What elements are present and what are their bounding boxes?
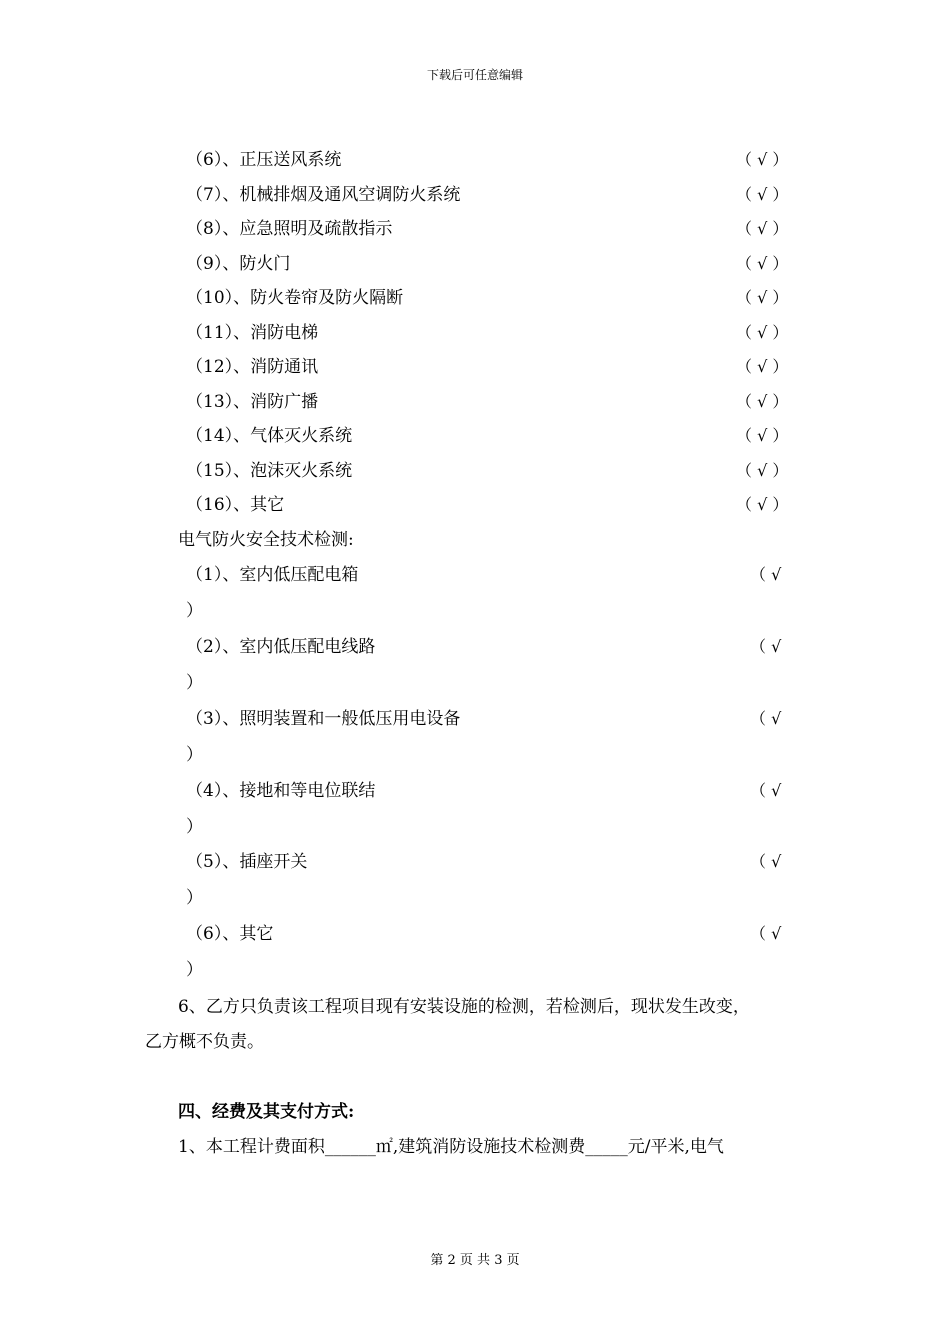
electrical-item-2: （2）、室内低压配电线路 (186, 637, 376, 657)
electrical-item-4-check: （ √ (750, 781, 782, 800)
electrical-item-1: （1）、室内低压配电箱 (186, 565, 359, 585)
fire-item-14-check: （ √ ） (736, 426, 789, 445)
electrical-item-6-check: （ √ (750, 924, 782, 943)
electrical-item-1-check: （ √ (750, 565, 782, 584)
fire-item-11: （11）、消防电梯 (186, 323, 319, 343)
fire-item-10: （10）、防火卷帘及防火隔断 (186, 288, 404, 308)
fire-item-13: （13）、消防广播 (186, 392, 319, 412)
fire-item-12-check: （ √ ） (736, 357, 789, 376)
section-4-heading: 四、经费及其支付方式: (178, 1102, 355, 1122)
fire-item-6-check: （ √ ） (736, 150, 789, 169)
clause-6-line-1: 6、乙方只负责该工程项目现有安装设施的检测，若检测后，现状发生改变， (178, 997, 750, 1017)
page-footer: 第 2 页 共 3 页 (430, 1253, 520, 1268)
electrical-heading: 电气防火安全技术检测: (178, 530, 354, 550)
clause-6-line-2: 乙方概不负责。 (145, 1032, 264, 1052)
fire-item-9: （9）、防火门 (186, 254, 291, 274)
electrical-item-5-check: （ √ (750, 852, 782, 871)
electrical-item-3-close: ） (186, 745, 203, 765)
electrical-item-5: （5）、插座开关 (186, 852, 308, 872)
electrical-item-2-check: （ √ (750, 637, 782, 656)
fire-item-9-check: （ √ ） (736, 254, 789, 273)
fire-item-6: （6）、正压送风系统 (186, 150, 342, 170)
fire-item-14: （14）、气体灭火系统 (186, 426, 353, 446)
fire-item-12: （12）、消防通讯 (186, 357, 319, 377)
fire-item-11-check: （ √ ） (736, 323, 789, 342)
electrical-item-4-close: ） (186, 817, 203, 837)
electrical-item-2-close: ） (186, 673, 203, 693)
fire-item-8: （8）、应急照明及疏散指示 (186, 219, 393, 239)
fire-item-8-check: （ √ ） (736, 219, 789, 238)
fire-item-15-check: （ √ ） (736, 461, 789, 480)
fire-item-13-check: （ √ ） (736, 392, 789, 411)
electrical-item-6: （6）、其它 (186, 924, 274, 944)
electrical-item-5-close: ） (186, 888, 203, 908)
fire-item-16: （16）、其它 (186, 495, 285, 515)
fire-item-16-check: （ √ ） (736, 495, 789, 514)
electrical-item-4: （4）、接地和等电位联结 (186, 781, 376, 801)
fire-item-10-check: （ √ ） (736, 288, 789, 307)
electrical-item-1-close: ） (186, 601, 203, 621)
fire-item-7: （7）、机械排烟及通风空调防火系统 (186, 185, 461, 205)
section-4-line-1: 1、本工程计费面积______㎡,建筑消防设施技术检测费_____元/平米,电气 (178, 1137, 724, 1157)
fire-item-15: （15）、泡沫灭火系统 (186, 461, 353, 481)
electrical-item-3-check: （ √ (750, 709, 782, 728)
electrical-item-6-close: ） (186, 960, 203, 980)
page-header: 下载后可任意编辑 (426, 68, 523, 82)
fire-item-7-check: （ √ ） (736, 185, 789, 204)
electrical-item-3: （3）、照明装置和一般低压用电设备 (186, 709, 461, 729)
